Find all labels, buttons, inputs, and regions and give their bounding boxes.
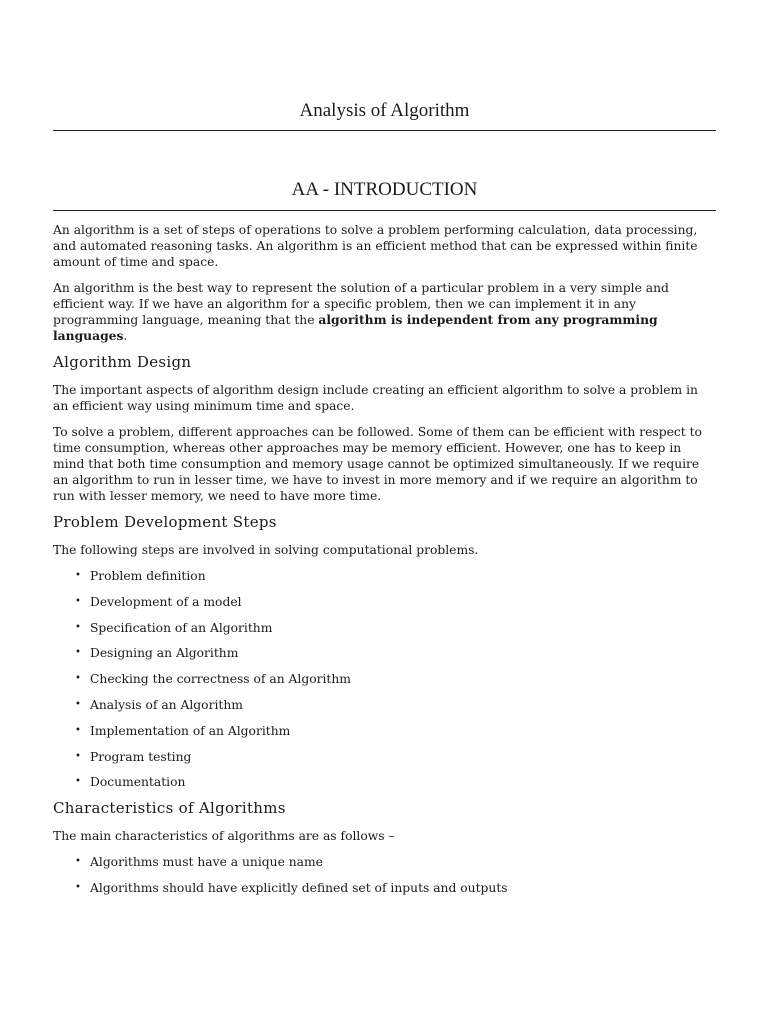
list-item: • Analysis of an Algorithm bbox=[90, 697, 716, 713]
characteristics-list bbox=[53, 854, 716, 896]
list-item: • Specification of an Algorithm bbox=[90, 620, 716, 636]
list-item: • Algorithms should have explicitly defined set of inputs and outputs bbox=[90, 880, 716, 896]
document-title: Analysis of Algorithm bbox=[299, 100, 470, 121]
list-item: • Algorithms must have a unique name bbox=[90, 854, 716, 870]
chapter-divider bbox=[53, 210, 716, 211]
list-item: • Checking the correctness of an Algorithm bbox=[90, 671, 716, 687]
document-body bbox=[53, 222, 716, 906]
chapter-title: AA - INTRODUCTION bbox=[291, 179, 478, 200]
intro-paragraph-2-end: . bbox=[123, 329, 128, 343]
title-divider bbox=[53, 130, 716, 131]
paragraph: The important aspects of algorithm design include creating an efficient algorithm to solve a problem in an efficient way using minimum time and space. bbox=[53, 383, 698, 413]
list-item: • Development of a model bbox=[90, 594, 716, 610]
list-item: • Problem definition bbox=[90, 568, 716, 584]
list-item: • Program testing bbox=[90, 749, 716, 765]
intro-paragraph-2-bold: algorithm is independent from any programming languages bbox=[53, 312, 658, 343]
section-intro: The following steps are involved in solving computational problems. bbox=[53, 543, 479, 557]
intro-paragraph-1: An algorithm is a set of steps of operations to solve a problem performing calculation, data processing, and automated reasoning tasks. An algorithm is an efficient method that can be expressed within finite amount of time and space. bbox=[53, 223, 698, 269]
section-heading-problem-development-steps: Problem Development Steps bbox=[53, 513, 277, 531]
intro-paragraph-2-text: An algorithm is the best way to represent the solution of a particular problem in a very simple and efficient way. If we have an algorithm for a specific problem, then we can implement it in any programming language, meaning that the bbox=[53, 281, 669, 327]
list-item: • Designing an Algorithm bbox=[90, 645, 716, 661]
list-item: • Documentation bbox=[90, 774, 716, 790]
paragraph: To solve a problem, different approaches can be followed. Some of them can be efficient with respect to time consumption, whereas other approaches may be memory efficient. However, one has to keep in mind that both time consumption and memory usage cannot be optimized simultaneously. If we require an algorithm to run in lesser time, we have to invest in more memory and if we require an algorithm to run with lesser memory, we need to have more time. bbox=[53, 425, 702, 503]
section-heading-algorithm-design: Algorithm Design bbox=[53, 353, 192, 371]
intro-paragraph-2 bbox=[53, 280, 716, 344]
section-heading-characteristics: Characteristics of Algorithms bbox=[53, 799, 286, 818]
steps-list bbox=[53, 568, 716, 790]
list-item: • Implementation of an Algorithm bbox=[90, 723, 716, 739]
section-intro: The main characteristics of algorithms are as follows – bbox=[53, 829, 395, 844]
